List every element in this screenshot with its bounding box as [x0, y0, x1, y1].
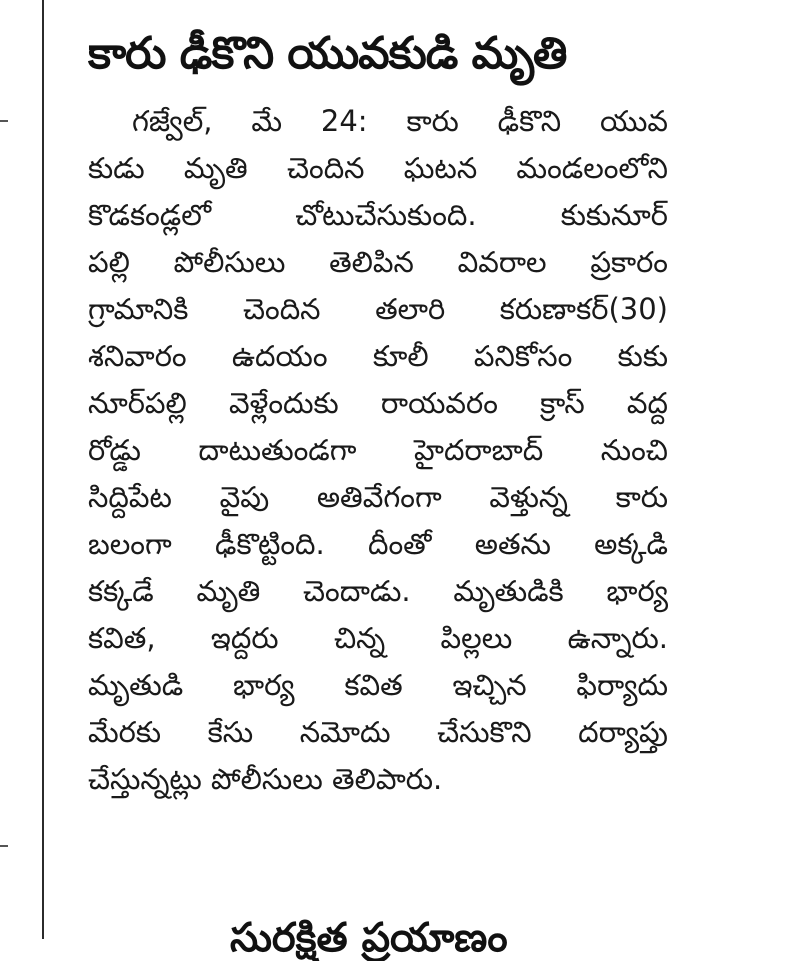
- article-line: కక్కడే మృతి చెందాడు. మృతుడికి భార్య: [88, 574, 668, 608]
- article-line: పల్లి పోలీసులు తెలిపిన వివరాల ప్రకారం: [88, 245, 668, 279]
- article-line: సిద్దిపేట వైపు అతివేగంగా వెళ్తున్న కారు: [88, 480, 668, 514]
- adjacent-column-mark: [0, 120, 8, 122]
- article-line: కవిత, ఇద్దరు చిన్న పిల్లలు ఉన్నారు.: [88, 621, 668, 655]
- article-line: రోడ్డు దాటుతుండగా హైదరాబాద్ నుంచి: [88, 433, 668, 467]
- article-line: గ్రామానికి చెందిన తలారి కరుణాకర్(30): [88, 292, 668, 326]
- news-article: [88, 22, 668, 803]
- next-article-heading: సురక్షిత ప్రయాణం: [230, 915, 508, 961]
- article-line: మృతుడి భార్య కవిత ఇచ్చిన ఫిర్యాదు: [88, 668, 668, 702]
- article-body: [88, 98, 668, 803]
- adjacent-column-mark: [0, 845, 8, 847]
- article-line: చేస్తున్నట్లు పోలీసులు తెలిపారు.: [88, 762, 443, 796]
- article-line: కుడు మృతి చెందిన ఘటన మండలంలోని: [88, 151, 668, 185]
- article-line: బలంగా ఢీకొట్టింది. దీంతో అతను అక్కడి: [88, 527, 668, 561]
- article-headline: కారు ఢీకొని యువకుడి మృతి: [88, 28, 567, 79]
- article-line: శనివారం ఉదయం కూలీ పనికోసం కుకు: [88, 339, 668, 373]
- article-line: నూర్‌పల్లి వెళ్లేందుకు రాయవరం క్రాస్ వద్ద: [88, 386, 668, 420]
- article-line: కొడకండ్లలో చోటుచేసుకుంది. కుకునూర్: [88, 198, 668, 232]
- column-divider: [42, 0, 44, 939]
- article-line: గజ్వేల్, మే 24: కారు ఢీకొని యువ: [132, 104, 668, 138]
- article-line: మేరకు కేసు నమోదు చేసుకొని దర్యాప్తు: [88, 715, 668, 749]
